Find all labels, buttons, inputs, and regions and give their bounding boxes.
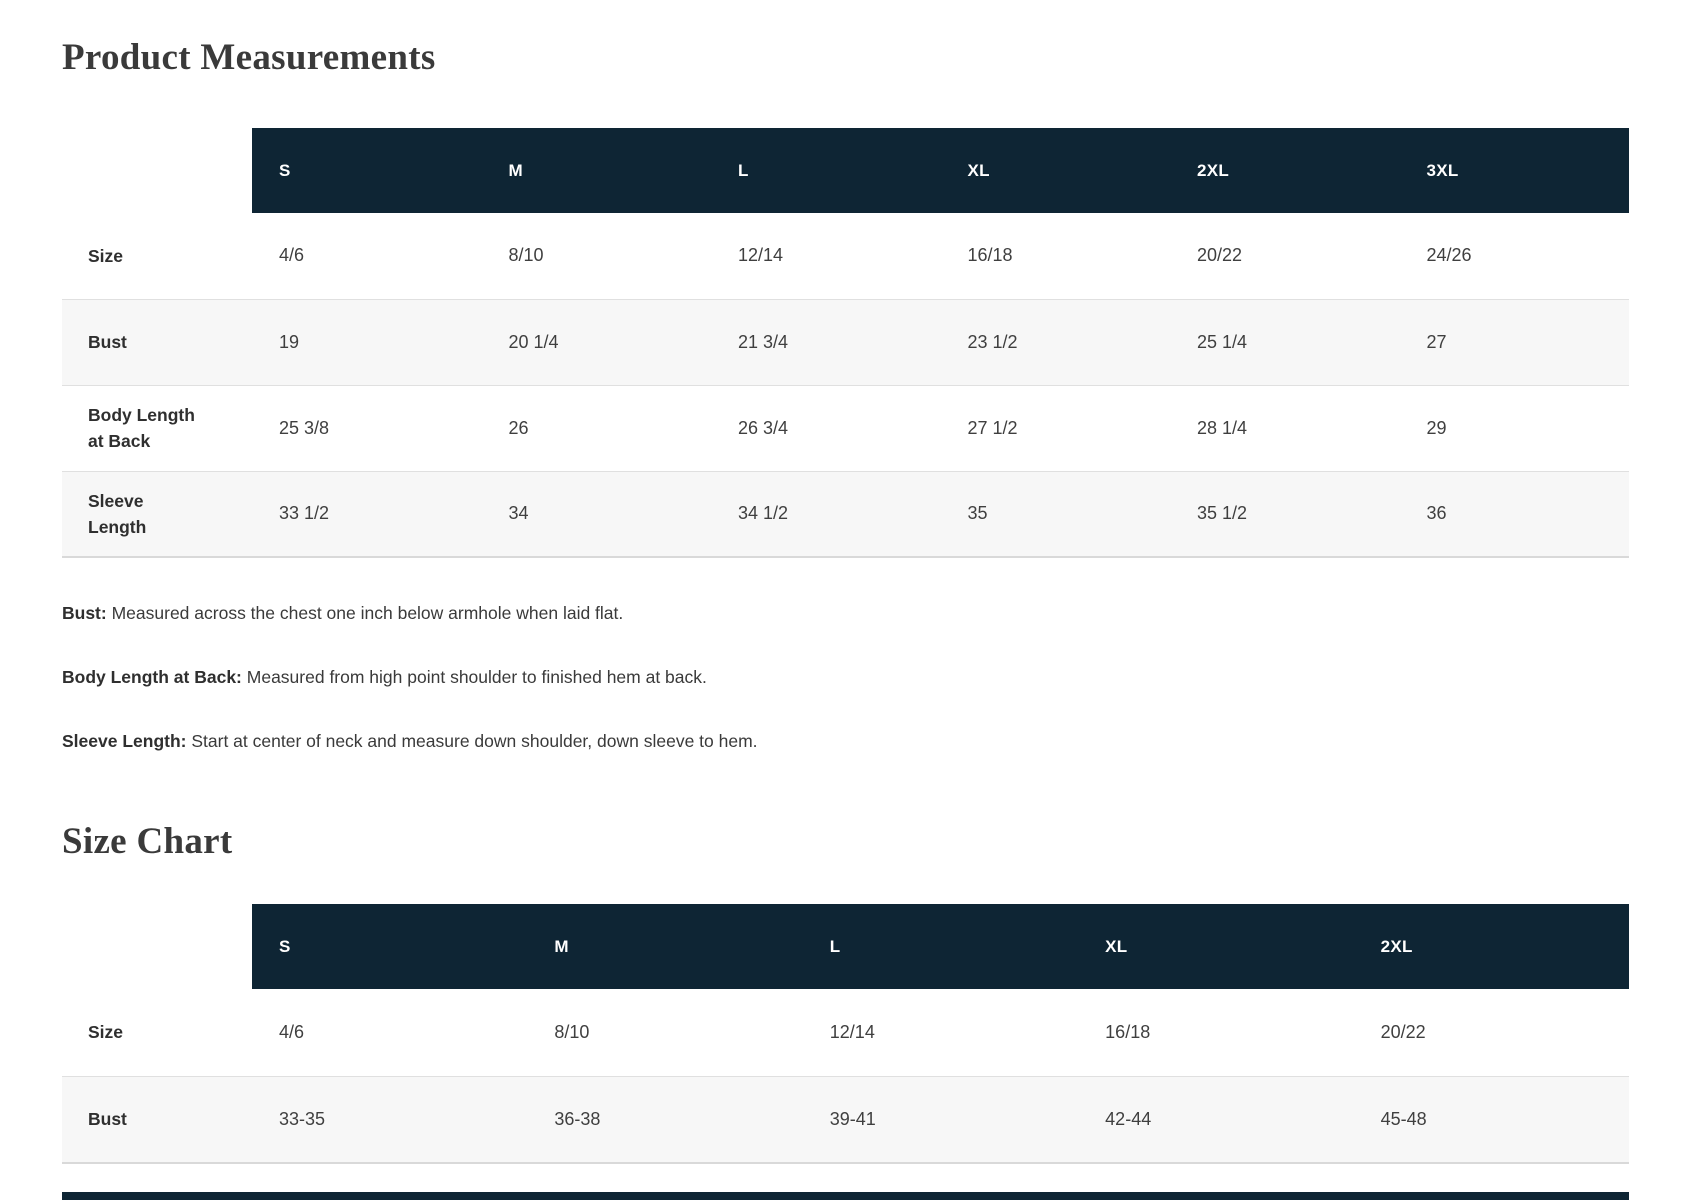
pm-row-sleeve-length [62, 471, 1629, 557]
row-label-text: Size [88, 245, 124, 266]
pm-cell: 4/6 [279, 245, 305, 266]
pm-cell: 28 1/4 [1170, 385, 1400, 471]
pm-cell: 27 [1400, 299, 1630, 385]
sc-cell: 16/18 [1105, 1021, 1151, 1042]
row-label-text: Bust [88, 332, 127, 352]
pm-cell: 29 [1400, 385, 1630, 471]
pm-cell: 26 3/4 [711, 385, 941, 471]
pm-cell: 33 1/2 [252, 471, 482, 557]
pm-cell: 25 3/8 [252, 385, 482, 471]
pm-row-label-size [62, 213, 252, 299]
note-sleeve-length [62, 728, 1629, 754]
sc-cell: 45-48 [1354, 1076, 1629, 1163]
sc-column-header-m: M [527, 904, 802, 989]
pm-row-size [62, 213, 1629, 299]
sc-row-size [62, 989, 1629, 1076]
product-measurements-table [62, 128, 1629, 558]
pm-column-header-s: S [252, 128, 482, 213]
note-term: Body Length at Back: [62, 667, 242, 687]
pm-cell: 34 1/2 [711, 471, 941, 557]
pm-row-body-length [62, 385, 1629, 471]
pm-cell: 20 1/4 [482, 299, 712, 385]
sc-header-corner-cell [62, 904, 252, 989]
pm-cell: 25 1/4 [1170, 299, 1400, 385]
sc-cell: 42-44 [1078, 1076, 1353, 1163]
note-term: Bust: [62, 603, 107, 623]
pm-row-bust [62, 299, 1629, 385]
pm-header-row [62, 128, 1629, 213]
pm-cell: 19 [252, 299, 482, 385]
row-label-text: Bust [88, 1109, 127, 1130]
sc-column-header-xl: XL [1078, 904, 1353, 989]
sc-cell: 39-41 [803, 1076, 1078, 1163]
note-body-length [62, 664, 1629, 690]
sc-header-row [62, 904, 1629, 989]
note-definition: Measured from high point shoulder to finished hem at back. [246, 667, 707, 687]
pm-row-label-bust [62, 299, 252, 385]
sc-column-header-2xl: 2XL [1354, 904, 1629, 989]
pm-cell: 20/22 [1197, 245, 1243, 266]
sc-cell: 20/22 [1380, 1021, 1426, 1042]
sc-row-bust [62, 1076, 1629, 1163]
note-definition: Measured across the chest one inch below armhole when laid flat. [111, 603, 624, 623]
pm-header-corner-cell [62, 128, 252, 213]
pm-cell: 26 [482, 385, 712, 471]
product-measurements-title: Product Measurements [62, 37, 436, 78]
row-label-text: Sleeve Length [88, 490, 147, 537]
pm-cell: 21 3/4 [711, 299, 941, 385]
cutoff-next-table-header-band [62, 1192, 1629, 1200]
pm-cell: 8/10 [508, 245, 544, 266]
pm-row-label-body-length [62, 385, 252, 471]
pm-cell: 16/18 [967, 245, 1013, 266]
pm-cell: 23 1/2 [941, 299, 1171, 385]
sc-cell: 33-35 [252, 1076, 527, 1163]
pm-cell: 34 [482, 471, 712, 557]
sc-row-label-size [62, 989, 252, 1076]
size-chart-title: Size Chart [62, 821, 233, 862]
sc-column-header-s: S [252, 904, 527, 989]
pm-row-label-sleeve-length [62, 471, 252, 557]
note-bust [62, 600, 1629, 626]
pm-cell: 35 [941, 471, 1171, 557]
pm-cell: 27 1/2 [941, 385, 1171, 471]
sc-cell: 12/14 [829, 1021, 875, 1042]
pm-cell: 36 [1400, 471, 1630, 557]
note-term: Sleeve Length: [62, 731, 187, 751]
pm-column-header-3xl: 3XL [1400, 128, 1630, 213]
pm-column-header-xl: XL [941, 128, 1171, 213]
size-chart-table [62, 904, 1629, 1164]
pm-column-header-l: L [711, 128, 941, 213]
sc-cell: 8/10 [554, 1021, 590, 1042]
measurement-notes [62, 600, 1629, 754]
sc-cell: 4/6 [279, 1021, 305, 1042]
pm-column-header-m: M [482, 128, 712, 213]
row-label-text: Body Length at Back [88, 405, 195, 451]
sc-row-label-bust [62, 1076, 252, 1163]
row-label-text: Size [88, 1022, 124, 1043]
pm-column-header-2xl: 2XL [1170, 128, 1400, 213]
note-definition: Start at center of neck and measure down shoulder, down sleeve to hem. [191, 731, 758, 751]
pm-cell: 24/26 [1426, 245, 1472, 266]
sc-cell: 36-38 [527, 1076, 802, 1163]
pm-cell: 12/14 [738, 245, 784, 266]
sc-column-header-l: L [803, 904, 1078, 989]
pm-cell: 35 1/2 [1170, 471, 1400, 557]
